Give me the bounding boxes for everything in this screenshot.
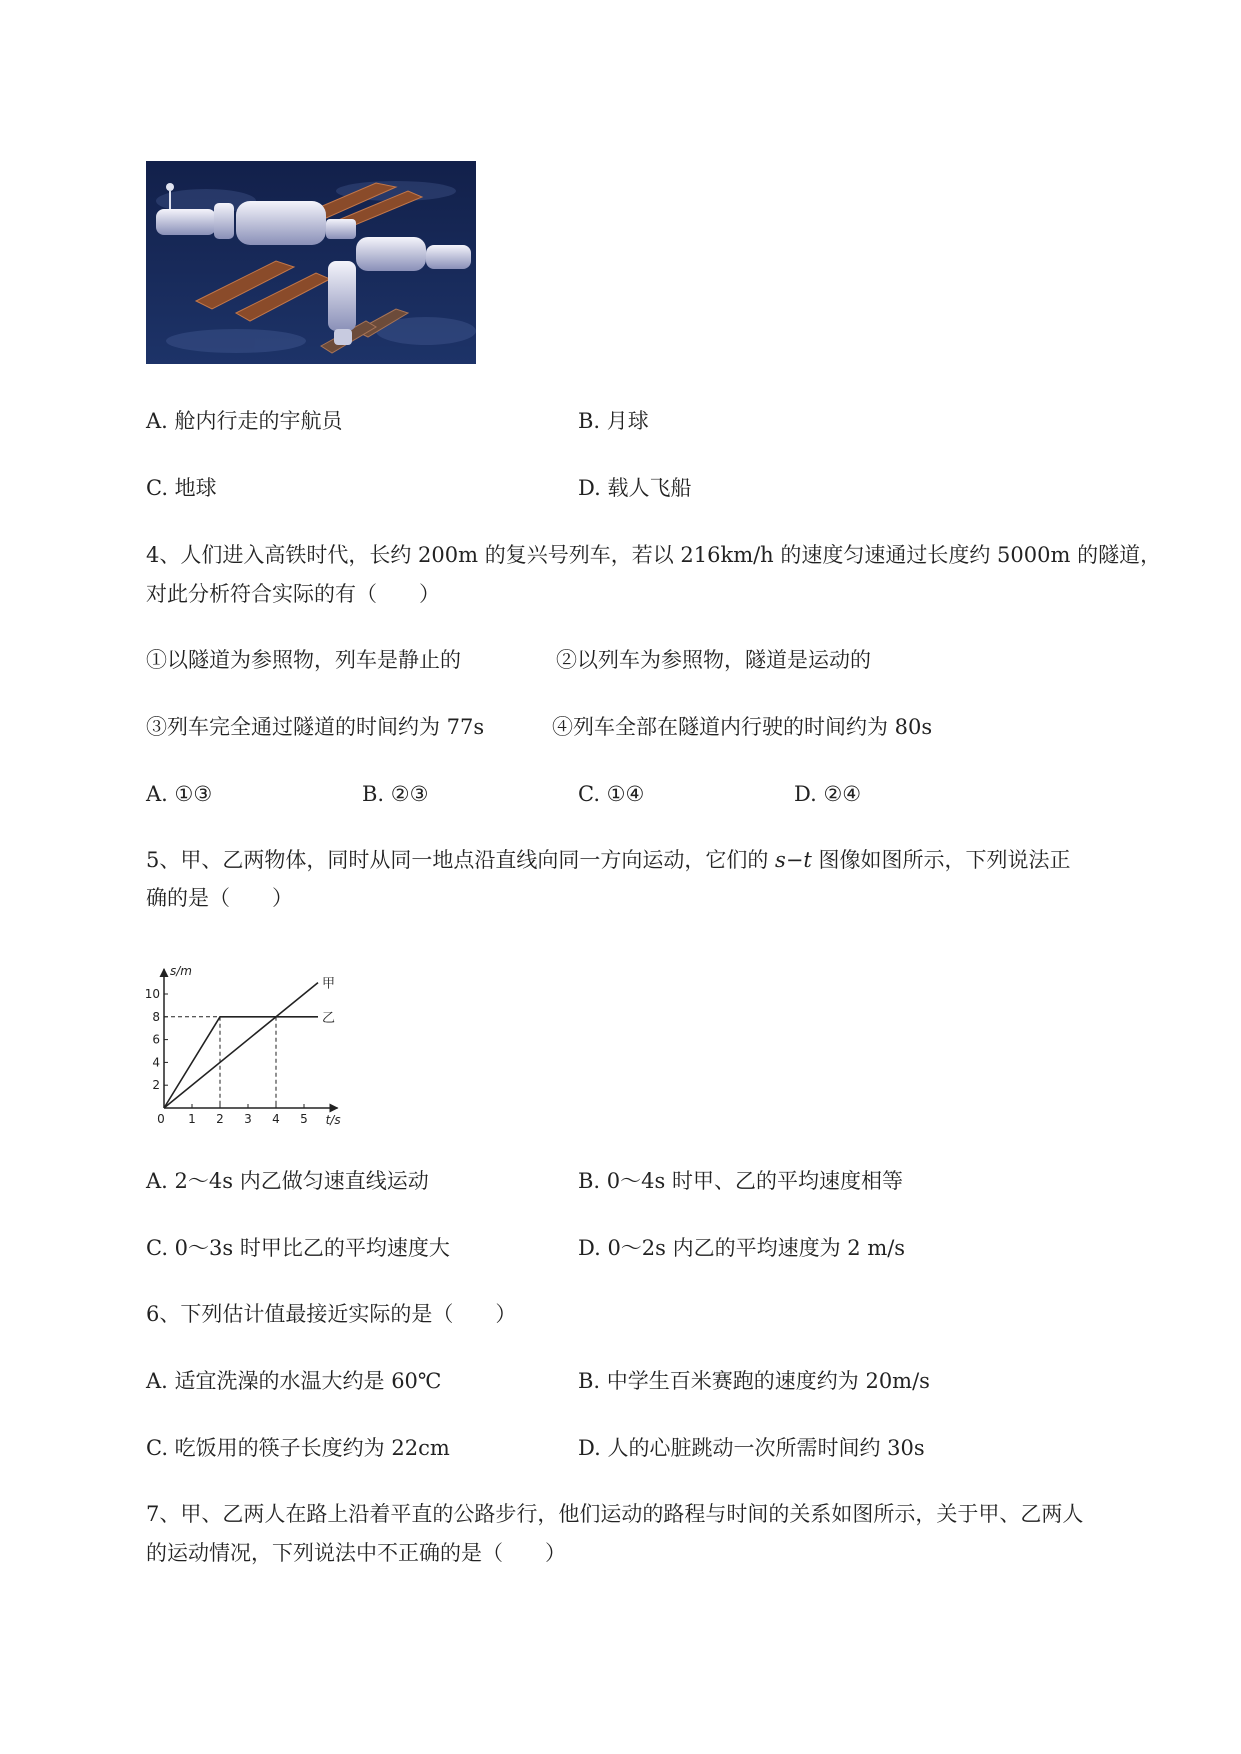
y-tick-label: 6 bbox=[152, 1032, 160, 1047]
x-tick-label: 1 bbox=[188, 1112, 196, 1126]
q4-statement-4: ④列车全部在隧道内行驶的时间约为 80s bbox=[552, 715, 933, 739]
y-tick-label: 4 bbox=[152, 1055, 160, 1070]
s-t-graph bbox=[144, 955, 380, 1130]
x-tick-label: 5 bbox=[300, 1112, 308, 1126]
q5-option-b: B. 0～4s 时甲、乙的平均速度相等 bbox=[578, 1169, 903, 1193]
space-station-image bbox=[146, 161, 476, 364]
q7-stem-line2: 的运动情况，下列说法中不正确的是（ ） bbox=[146, 1541, 566, 1565]
q5-stem-line1 bbox=[146, 846, 1071, 874]
q4-option-a: A. ①③ bbox=[146, 782, 213, 806]
q7-stem-line1: 7、甲、乙两人在路上沿着平直的公路步行，他们运动的路程与时间的关系如图所示，关于甲、乙两人 bbox=[146, 1502, 1084, 1526]
y-tick-label: 10 bbox=[144, 987, 160, 1001]
q5-stem-line2: 确的是（ ） bbox=[146, 886, 293, 910]
q3-option-b: B. 月球 bbox=[578, 409, 649, 433]
q6-stem: 6、下列估计值最接近实际的是（ ） bbox=[146, 1302, 517, 1326]
q3-option-c: C. 地球 bbox=[146, 476, 217, 500]
q4-statement-3: ③列车完全通过隧道的时间约为 77s bbox=[146, 715, 485, 739]
q4-statement-2: ②以列车为参照物，隧道是运动的 bbox=[556, 648, 871, 672]
x-axis-label: t/s bbox=[325, 1113, 341, 1127]
q5-option-d: D. 0～2s 内乙的平均速度为 2 m/s bbox=[578, 1236, 906, 1260]
q4-option-b: B. ②③ bbox=[362, 782, 429, 806]
y-axis-label: s/m bbox=[170, 963, 192, 978]
x-tick-label: 4 bbox=[272, 1112, 280, 1126]
q3-option-a: A. 舱内行走的宇航员 bbox=[146, 409, 343, 433]
q5-option-c: C. 0～3s 时甲比乙的平均速度大 bbox=[146, 1236, 450, 1260]
series-line-jia bbox=[164, 983, 318, 1108]
q6-option-d: D. 人的心脏跳动一次所需时间约 30s bbox=[578, 1436, 925, 1460]
q4-option-d: D. ②④ bbox=[794, 782, 862, 806]
q5-stem-variable: s−t bbox=[775, 848, 812, 872]
x-tick-label: 0 bbox=[157, 1112, 165, 1126]
x-tick-label: 3 bbox=[244, 1112, 252, 1126]
q4-stem-line2: 对此分析符合实际的有（ ） bbox=[146, 582, 440, 606]
q3-option-d: D. 载人飞船 bbox=[578, 476, 692, 500]
x-tick-label: 2 bbox=[216, 1112, 224, 1126]
q6-option-c: C. 吃饭用的筷子长度约为 22cm bbox=[146, 1436, 450, 1460]
q4-option-c: C. ①④ bbox=[578, 782, 645, 806]
series-line-yi bbox=[164, 1017, 318, 1108]
q4-statement-1: ①以隧道为参照物，列车是静止的 bbox=[146, 648, 461, 672]
q5-stem-pre: 5、甲、乙两物体，同时从同一地点沿直线向同一方向运动，它们的 bbox=[146, 848, 776, 872]
q4-stem-line1: 4、人们进入高铁时代，长约 200m 的复兴号列车，若以 216km/h 的速度匀速通过长度约 5000m 的隧道， bbox=[146, 543, 1162, 567]
q6-option-b: B. 中学生百米赛跑的速度约为 20m/s bbox=[578, 1369, 930, 1393]
series-label-jia: 甲 bbox=[322, 976, 336, 992]
q5-stem-post: 图像如图所示，下列说法正 bbox=[811, 848, 1071, 872]
y-tick-label: 2 bbox=[152, 1078, 160, 1093]
series-label-yi: 乙 bbox=[322, 1010, 336, 1026]
q5-option-a: A. 2～4s 内乙做匀速直线运动 bbox=[146, 1169, 429, 1193]
q6-option-a: A. 适宜洗澡的水温大约是 60℃ bbox=[146, 1369, 442, 1393]
y-tick-label: 8 bbox=[152, 1009, 160, 1024]
